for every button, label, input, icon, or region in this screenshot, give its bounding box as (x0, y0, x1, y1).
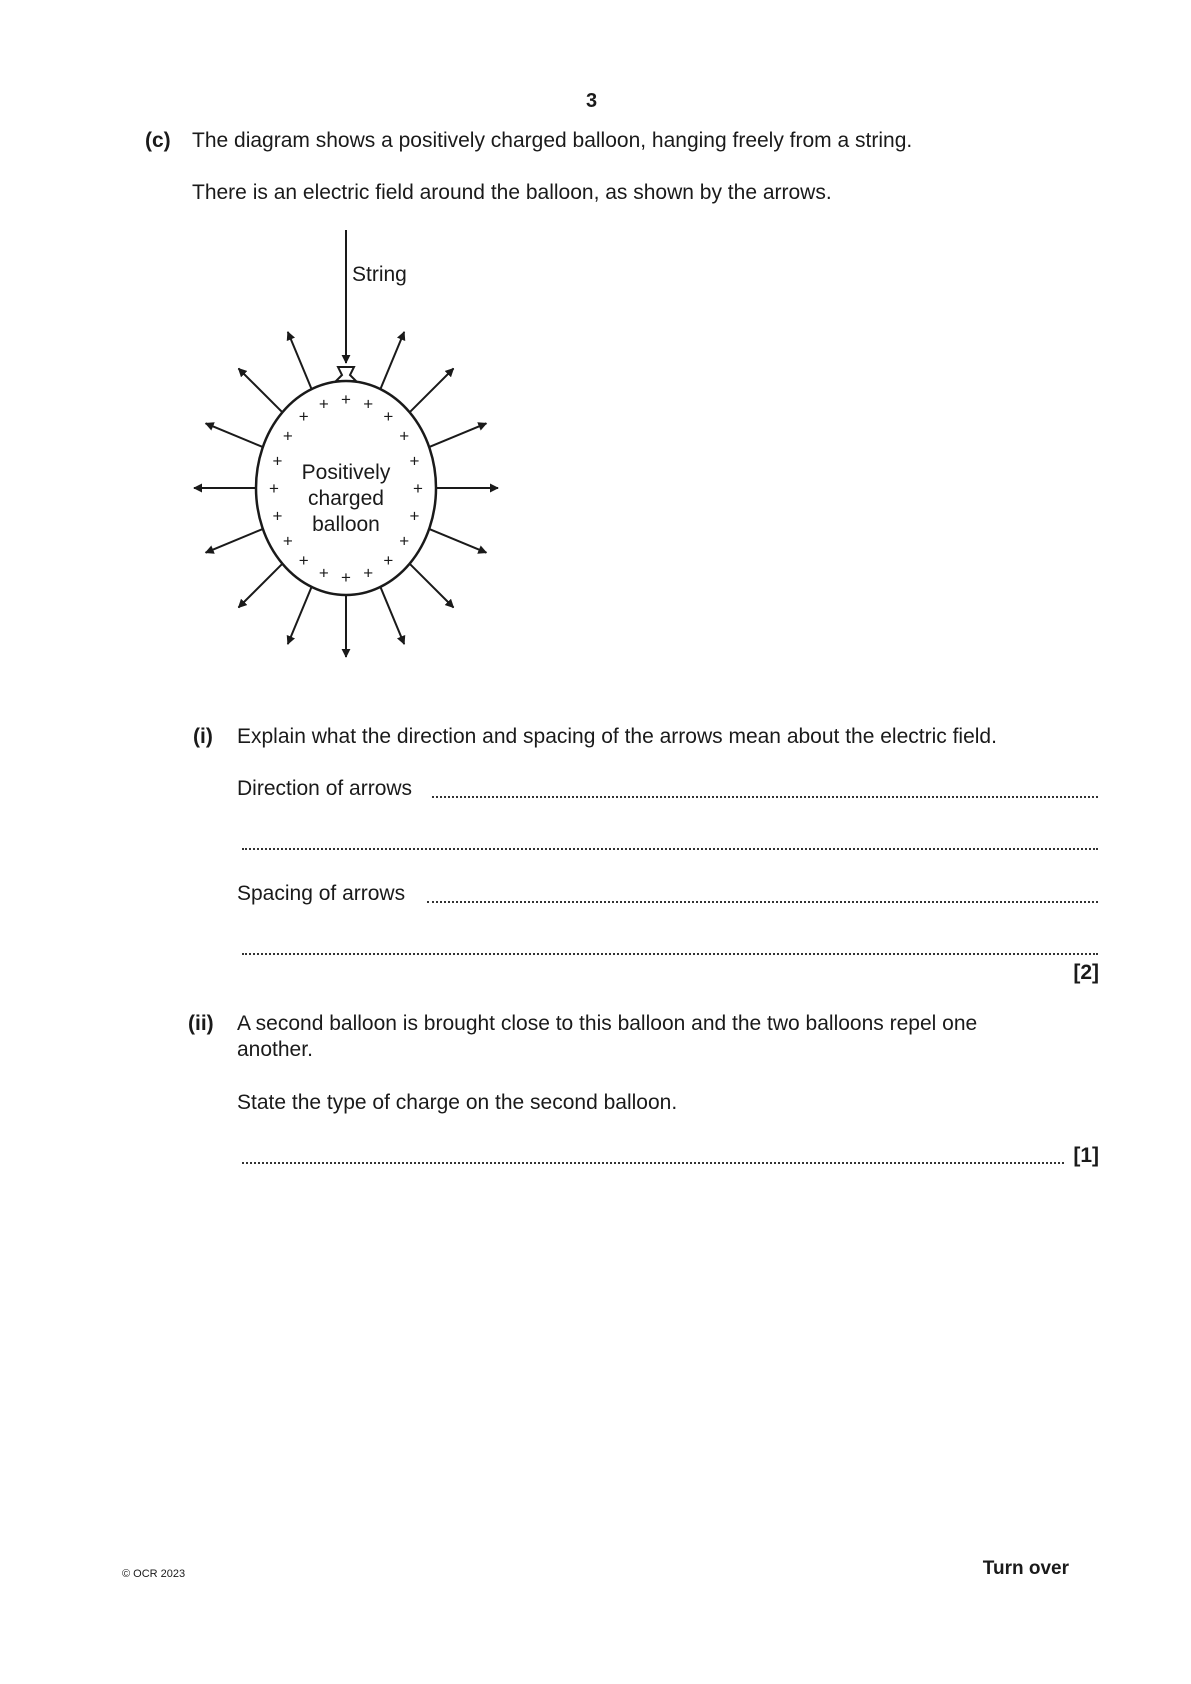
plus-sign: + (413, 479, 423, 498)
question-label: (c) (145, 129, 171, 152)
plus-sign: + (272, 506, 283, 526)
plus-sign: + (298, 551, 309, 570)
field-arrow (380, 587, 404, 644)
field-arrow (410, 369, 454, 413)
part-ii-answer-line[interactable] (242, 1156, 1064, 1164)
plus-sign: + (269, 479, 279, 498)
balloon-electric-field-diagram (180, 225, 520, 695)
plus-sign: + (341, 568, 351, 587)
page-number: 3 (586, 90, 598, 112)
spacing-label: Spacing of arrows (237, 882, 406, 905)
part-i-label: (i) (193, 725, 213, 748)
spacing-answer-line-1[interactable] (427, 895, 1098, 903)
part-i-text: Explain what the direction and spacing of the arrows mean about the electric field. (237, 725, 997, 748)
plus-sign: + (318, 394, 329, 414)
plus-sign: + (272, 451, 283, 471)
part-ii-instruction: State the type of charge on the second balloon. (237, 1091, 678, 1114)
question-intro-line-1: The diagram shows a positively charged balloon, hanging freely from a string. (192, 129, 913, 152)
turn-over-label: Turn over (982, 1558, 1069, 1579)
question-intro-line-2: There is an electric field around the balloon, as shown by the arrows. (192, 181, 832, 204)
plus-sign: + (282, 531, 293, 551)
balloon-label-line-3: balloon (312, 513, 380, 536)
plus-sign: + (399, 531, 410, 551)
plus-sign: + (383, 407, 394, 426)
field-arrow (410, 564, 454, 608)
balloon-knot (336, 367, 356, 381)
part-ii-marks: [1] (1073, 1144, 1099, 1167)
plus-sign: + (409, 451, 420, 471)
field-arrow (429, 529, 486, 553)
part-ii-text-line-1: A second balloon is brought close to this balloon and the two balloons repel one (237, 1012, 978, 1035)
plus-sign: + (383, 551, 394, 570)
field-arrow (206, 529, 263, 553)
string-label: String (352, 263, 407, 286)
plus-sign: + (363, 563, 374, 583)
plus-sign: + (399, 426, 410, 446)
footer-copyright: © OCR 2023 (122, 1568, 186, 1580)
field-arrow (206, 423, 263, 447)
spacing-answer-line-2[interactable] (242, 947, 1098, 955)
plus-sign: + (282, 426, 293, 446)
part-ii-text-line-2: another. (237, 1038, 313, 1061)
part-ii-label: (ii) (188, 1012, 214, 1035)
direction-label: Direction of arrows (237, 777, 413, 800)
field-arrow (380, 332, 404, 389)
direction-answer-line-2[interactable] (242, 842, 1098, 850)
field-arrow (239, 369, 283, 413)
field-arrow (429, 423, 486, 447)
field-arrow (288, 332, 312, 389)
plus-sign: + (318, 563, 329, 583)
balloon-label-line-2: charged (308, 487, 384, 510)
plus-sign: + (409, 506, 420, 526)
plus-sign: + (298, 407, 309, 426)
field-arrow (239, 564, 283, 608)
part-i-marks: [2] (1073, 961, 1099, 984)
field-arrow (288, 587, 312, 644)
direction-answer-line-1[interactable] (432, 790, 1098, 798)
balloon-label-line-1: Positively (301, 461, 391, 484)
plus-sign: + (341, 390, 351, 409)
plus-sign: + (363, 394, 374, 414)
